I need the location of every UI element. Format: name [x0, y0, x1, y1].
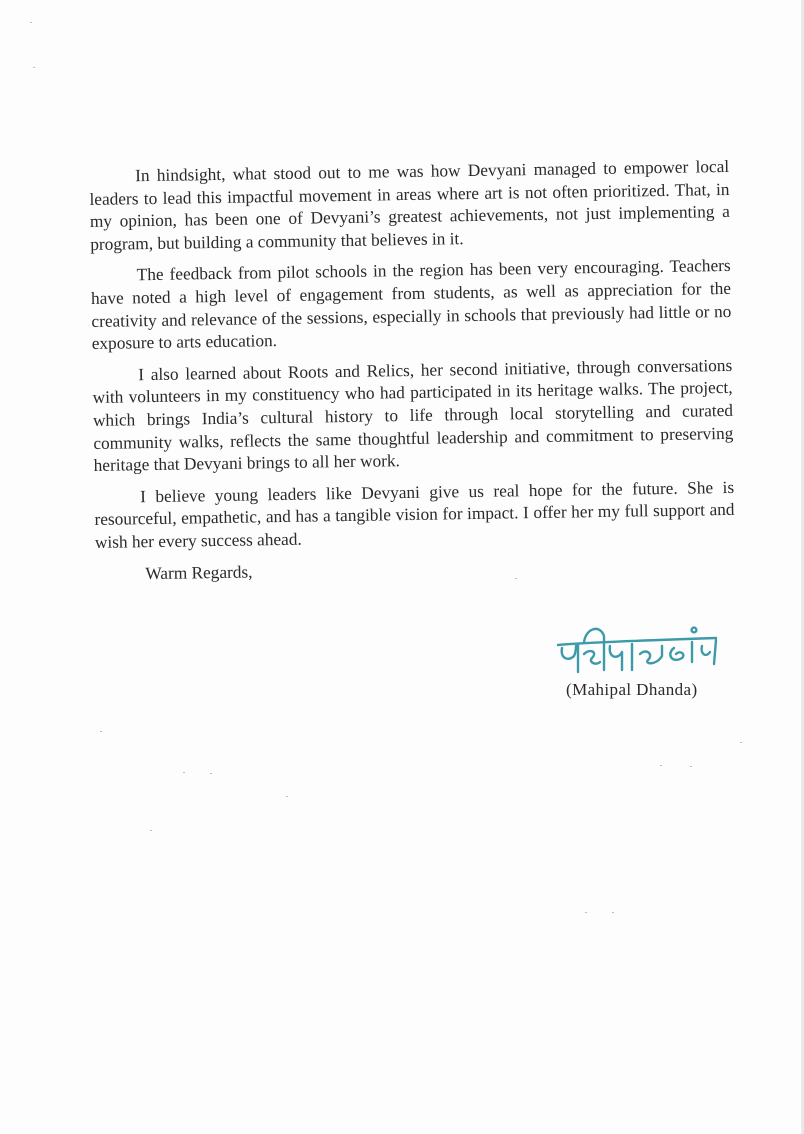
- signatory-name-text: Mahipal Dhanda: [572, 680, 692, 699]
- signatory-name: [566, 680, 698, 700]
- paragraph-roots-and-relics: I also learned about Roots and Relics, her second initiative, through conversations with volunteers in my constituency who had participated in its heritage walks. The project, which brings India’s cultural history to life through local storytelling and curated community walks, reflects the same thoughtful leadership and commitment to preserving heritage that Devyani brings to all her work.: [92, 355, 734, 476]
- scan-speck: [740, 742, 742, 743]
- scan-speck: [660, 765, 662, 766]
- scan-speck: [183, 772, 185, 773]
- letter-body: [89, 156, 736, 586]
- scan-speck: [33, 67, 35, 68]
- scan-speck: [286, 796, 288, 797]
- closing-salutation: Warm Regards,: [145, 561, 253, 583]
- scan-speck: [210, 773, 212, 774]
- scan-speck: [100, 731, 102, 732]
- paragraph-empowering-leaders: In hindsight, what stood out to me was how Devyani managed to empower local leaders to lead this impactful movement in areas where art is not often prioritized. That, in my opinion, has been one of Devyani’s greatest achievements, not just implementing a program, but building a community that believes in it.: [89, 156, 730, 254]
- scan-speck: [150, 830, 152, 831]
- scan-speck: [30, 22, 32, 23]
- scan-speck: [612, 912, 614, 913]
- scan-speck: [690, 766, 692, 767]
- paragraph-support: I believe young leaders like Devyani give us real hope for the future. She is resourceful, empathetic, and has a tangible vision for impact. I offer her my full support and wish her every success ahead.: [94, 477, 735, 552]
- close-paren: ): [691, 680, 698, 699]
- open-paren: (: [566, 680, 573, 699]
- paragraph-pilot-feedback: The feedback from pilot schools in the region has been very encouraging. Teachers have noted a high level of engagement from students, as well as appreciation for the creativity and relevance of the sessions, especially in schools that previously had little or no exposure to arts education.: [90, 256, 732, 354]
- scan-speck: [585, 912, 587, 913]
- handwritten-signature: [554, 612, 724, 684]
